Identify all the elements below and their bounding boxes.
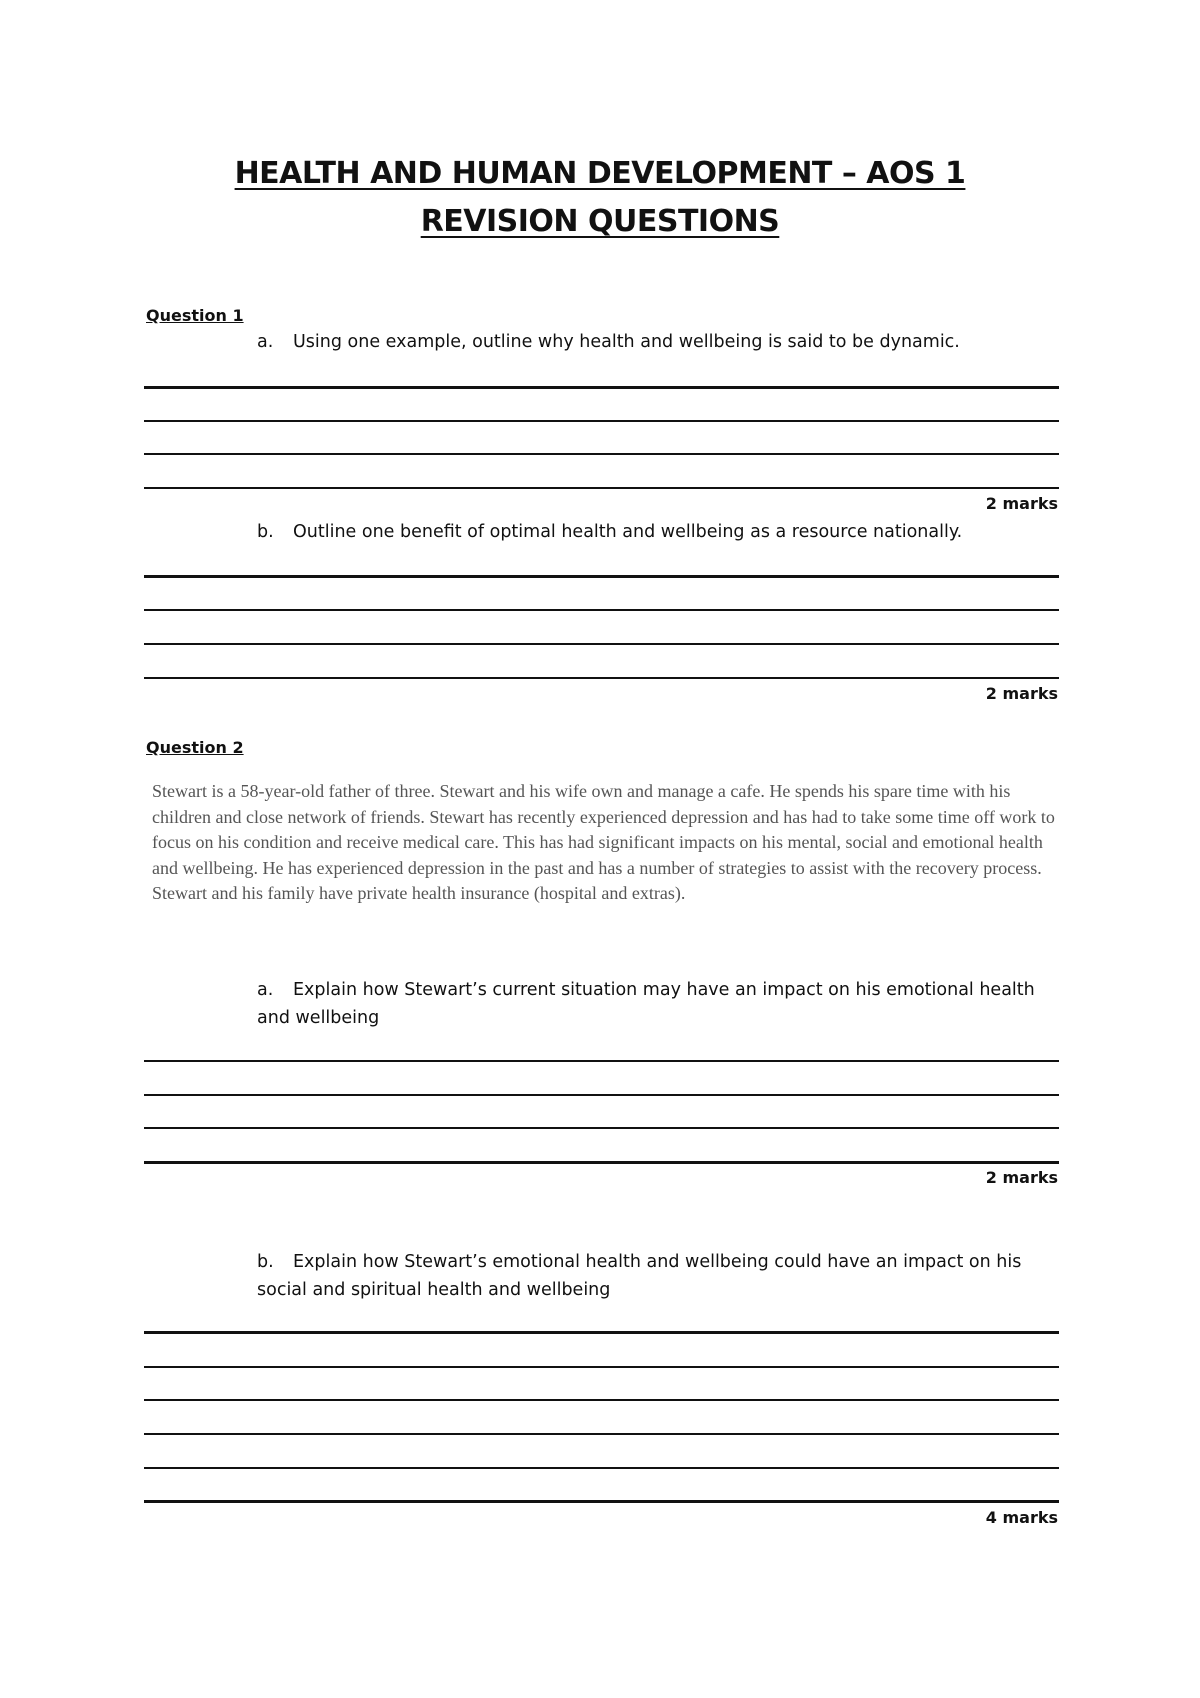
question-1b-text: Outline one benefit of optimal health and wellbeing as a resource nationally. [293,522,963,542]
answer-line-1b-1[interactable] [144,575,1059,578]
answer-line-2b-4[interactable] [144,1433,1059,1435]
answer-line-2b-2[interactable] [144,1366,1059,1368]
answer-line-2a-3[interactable] [144,1127,1059,1129]
answer-line-1b-3[interactable] [144,643,1059,645]
answer-line-1b-2[interactable] [144,609,1059,611]
question-2a-marks: 2 marks [985,1168,1058,1187]
question-1a-marks: 2 marks [985,494,1058,513]
answer-line-1a-4[interactable] [144,487,1059,489]
answer-line-2b-1[interactable] [144,1331,1059,1334]
answer-line-2b-5[interactable] [144,1467,1059,1469]
answer-line-1a-1[interactable] [144,386,1059,389]
question-2b-letter: b. [257,1252,274,1272]
title-line-1: HEALTH AND HUMAN DEVELOPMENT – AOS 1 [234,156,966,191]
question-2b [257,1248,1067,1304]
answer-line-1b-4[interactable] [144,677,1059,679]
question-1a [257,328,1067,356]
case-study-text: Stewart is a 58-year-old father of three. Stewart and his wife own and manage a cafe. He spends his spare time with his children and close network of friends. Stewart has recently experienced depression and has had to take some time off work to focus on his condition and receive medical care. This has had significant impacts on his mental, social and emotional health and wellbeing. He has experienced depression in the past and has a number of strategies to assist with the recovery process. Stewart and his family have private health insurance (hospital and extras). [152,781,1055,903]
answer-line-2a-4[interactable] [144,1161,1059,1164]
question-2a-letter: a. [257,980,274,1000]
title-line-2: REVISION QUESTIONS [420,204,780,239]
question-1-heading: Question 1 [146,306,244,325]
page-title [0,150,1200,246]
question-2a [257,976,1067,1032]
question-1a-text: Using one example, outline why health and wellbeing is said to be dynamic. [293,332,960,352]
question-2b-marks: 4 marks [985,1508,1058,1527]
answer-line-2b-6[interactable] [144,1500,1059,1503]
question-1b [257,518,1067,546]
answer-line-2a-2[interactable] [144,1094,1059,1096]
answer-line-2b-3[interactable] [144,1399,1059,1401]
answer-line-1a-3[interactable] [144,453,1059,455]
question-1a-letter: a. [257,332,274,352]
question-2-heading: Question 2 [146,738,244,757]
question-2b-text: Explain how Stewart’s emotional health and wellbeing could have an impact on his social and spiritual health and wellbeing [257,1252,1022,1300]
answer-line-1a-2[interactable] [144,420,1059,422]
question-1b-marks: 2 marks [985,684,1058,703]
question-1b-letter: b. [257,522,274,542]
question-2a-text: Explain how Stewart’s current situation may have an impact on his emotional health and wellbeing [257,980,1035,1028]
answer-line-2a-1[interactable] [144,1060,1059,1062]
